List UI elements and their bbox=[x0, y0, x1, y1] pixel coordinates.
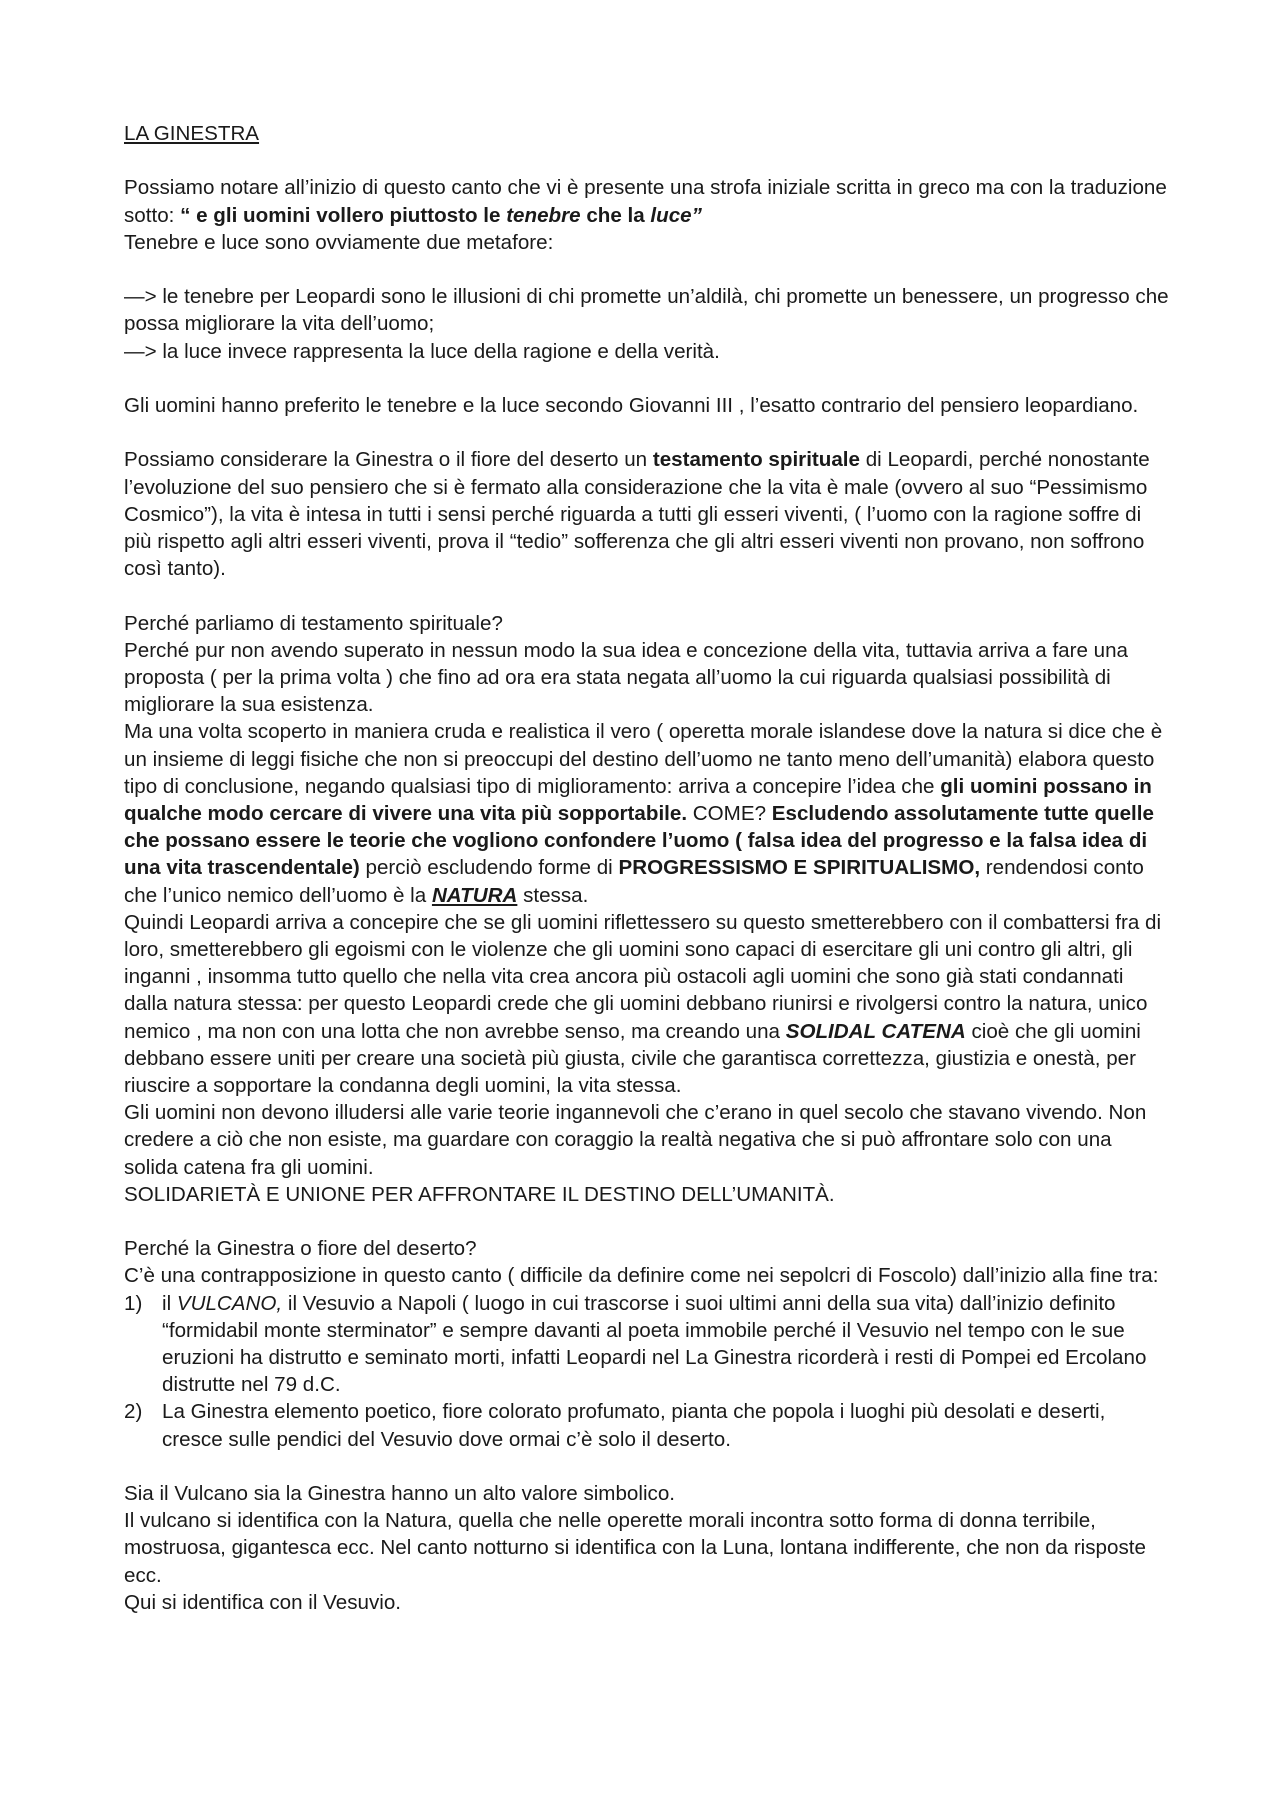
bold-vita-sopportabile: gli uomini possano in qualche modo cercare di vivere una vita più sopportabile. bbox=[124, 774, 1152, 825]
list-item: 2) La Ginestra elemento poetico, fiore colorato profumato, pianta che popola i luoghi più desolati e deserti, cresce sulle pendici del Vesuvio dove ormai c’è solo il deserto. bbox=[124, 1400, 1106, 1451]
list-item: 1) il VULCANO, il Vesuvio a Napoli ( luogo in cui trascorse i suoi ultimi anni della sua vita) dall’inizio definito “formidabil monte sterminator” e sempre davanti al poeta immobile perché il Vesuvio nel tempo con le sue eruzioni ha distrutto e seminato morti, infatti Leopardi nel La Ginestra ricorderà i resti di Pompei ed Ercolano distrutte nel 79 d.C. bbox=[124, 1291, 1147, 1397]
fiore-question: Perché la Ginestra o fiore del deserto? bbox=[124, 1237, 477, 1261]
page-title: LA GINESTRA bbox=[124, 122, 260, 145]
bold-escludendo: Escludendo assolutamente tutte quelle che possano essere le teorie che vogliono confondere l’uomo ( falsa idea del progresso e la falsa idea di una vita trascendentale) bbox=[124, 802, 1154, 880]
metaphor-line: Tenebre e luce sono ovviamente due metafore: bbox=[124, 230, 554, 254]
natura-emphasis: NATURA bbox=[431, 883, 518, 907]
testamento-paragraph: Possiamo considerare la Ginestra o il fiore del deserto un testamento spirituale di Leopardi, perché nonostante l’evoluzione del suo pensiero che si è fermato alla considerazione che la vita è male (ovvero al suo “Pessimismo Cosmico”), la vita è intesa in tutti i sensi perché riguarda a tutti gli esseri viventi, ( l’uomo con la ragione soffre di più rispetto agli altri esseri viventi, prova il “tedio” sofferenza che gli altri esseri viventi non provano, non soffrono così tanto). bbox=[124, 448, 1150, 581]
vulcano-italic: VULCANO, bbox=[176, 1291, 283, 1315]
fiore-paragraph: Perché la Ginestra o fiore del deserto? C’è una contrapposizione in questo canto ( difficile da definire come nei sepolcri di Foscolo) dall’inizio alla fine tra: bbox=[124, 1237, 1159, 1288]
perche-question: Perché parliamo di testamento spirituale? bbox=[124, 611, 503, 635]
simbolo-paragraph: Sia il Vulcano sia la Ginestra hanno un alto valore simbolico. Il vulcano si identifica con la Natura, quella che nelle operette morali incontra sotto forma di donna terribile, mostruosa, gigantesca ecc. Nel canto notturno si identifica con la Luna, lontana indifferente, che non da risposte ecc. Qui si identifica con il Vesuvio. bbox=[124, 1482, 1146, 1614]
arrow-item-luce: —> la luce invece rappresenta la luce della ragione e della verità. bbox=[124, 339, 720, 363]
arrows-paragraph bbox=[124, 283, 1170, 365]
giovanni-paragraph: Gli uomini hanno preferito le tenebre e la luce secondo Giovanni III , l’esatto contrario del pensiero leopardiano. bbox=[124, 393, 1139, 417]
intro-text: Possiamo notare all’inizio di questo canto che vi è presente una strofa iniziale scritta in greco ma con la traduzione sotto: bbox=[124, 176, 1167, 227]
quote-tenebre: tenebre bbox=[506, 203, 581, 227]
testamento-bold: testamento spirituale bbox=[652, 448, 860, 472]
solidarieta-line: SOLIDARIETÀ E UNIONE PER AFFRONTARE IL DESTINO DELL’UMANITÀ. bbox=[124, 1182, 835, 1206]
contrapposizione-list bbox=[124, 1290, 1170, 1453]
arrow-item-tenebre: —> le tenebre per Leopardi sono le illusioni di chi promette un’aldilà, chi promette un benessere, un progresso che possa migliorare la vita dell’uomo; bbox=[124, 285, 1169, 336]
solidal-catena: SOLIDAL CATENA bbox=[785, 1019, 966, 1043]
intro-paragraph bbox=[124, 174, 1170, 256]
perche-paragraph: Perché parliamo di testamento spirituale? Perché pur non avendo superato in nessun modo la sua idea e concezione della vita, tuttavia arriva a fare una proposta ( per la prima volta ) che fino ad ora era stata negata all’uomo la cui riguarda qualsiasi possibilità di migliorare la sua esistenza. Ma una volta scoperto in maniera cruda e realistica il vero ( operetta morale islandese dove la natura si dice che è un insieme di leggi fisiche che non si preoccupi del destino dell’uomo ne tanto meno dell’umanità) elabora questo tipo di conclusione, negando qualsiasi tipo di miglioramento: arriva a concepire l’idea che gli uomini possano in qualche modo cercare di vivere una vita più sopportabile. COME? Escludendo assolutamente tutte quelle che possano essere le teorie che vogliono confondere l’uomo ( falsa idea del progresso e la falsa idea di una vita trascendentale) perciò escludendo forme di PROGRESSISMO E SPIRITUALISMO, rendendosi conto che l’unico nemico dell’uomo è la NATURA stessa. Quindi Leopardi arriva a concepire che se gli uomini riflettessero su questo smetterebbero con il combattersi fra di loro, smetterebbero gli egoismi con le violenze che gli uomini sono capaci di esercitare gli uni contro gli altri, gli inganni , insomma tutto quello che nella vita crea ancora più ostacoli agli uomini che sono già stati condannati dalla natura stessa: per questo Leopardi crede che gli uomini debbano riunirsi e rivolgersi contro la natura, unico nemico , ma non con una lotta che non avrebbe senso, ma creando una SOLIDAL CATENA cioè che gli uomini debbano essere uniti per creare una società più giusta, civile che garantisca correttezza, giustizia e onestà, per riuscire a sopportare la condanna degli uomini, la vita stessa. Gli uomini non devono illudersi alle varie teorie ingannevoli che c’erano in quel secolo che stavano vivendo. Non credere a ciò che non esiste, ma guardare con coraggio la realtà negativa che si può affrontare solo con una solida catena fra gli uomini. SOLIDARIETÀ E UNIONE PER AFFRONTARE IL DESTINO DELL’UMANITÀ. bbox=[124, 611, 1163, 1206]
quote-luce: luce” bbox=[650, 203, 702, 227]
greek-quote: “ e gli uomini vollero piuttosto le tenebre che la luce” bbox=[180, 203, 702, 227]
bold-progressismo: PROGRESSISMO E SPIRITUALISMO, bbox=[618, 856, 981, 880]
